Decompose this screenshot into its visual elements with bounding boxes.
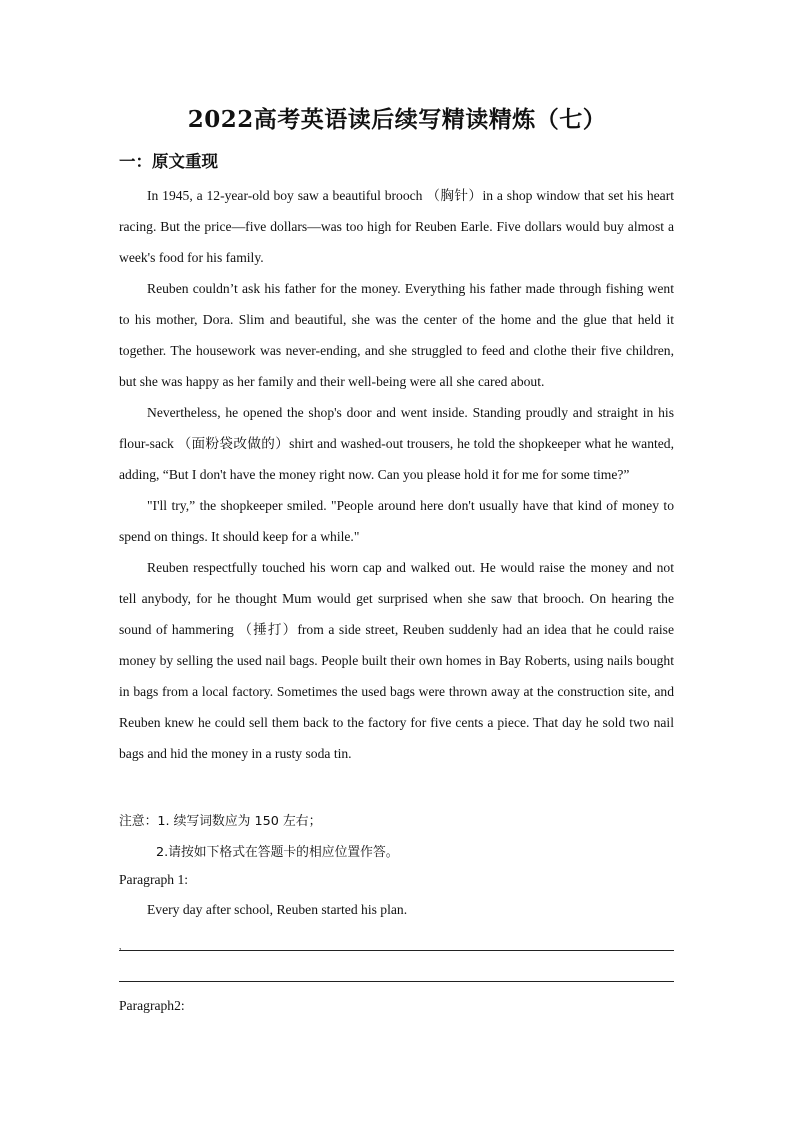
passage-paragraph-4: "I'll try,” the shopkeeper smiled. "People around here don't usually have that kind of money to spend on things. It should keep for a while." xyxy=(119,498,674,544)
section-heading: 一：原文重现 xyxy=(119,152,218,171)
passage-paragraph-5: Reuben respectfully touched his worn cap and walked out. He would raise the money and not tell anybody, for he thought Mum would get surprised when she saw that brooch. On hearing the sound of hammering （捶打）from a side street, Reuben suddenly had an idea that he could raise money by selling the used nail bags. People built their own homes in Bay Roberts, using nails bought in bags from a local factory. Sometimes the used bags were thrown away at the construction site, and Reuben knew he could sell them back to the factory for five cents a piece. That day he sold two nail bags and hid the money in a rusty soda tin. xyxy=(119,560,674,761)
instruction-line-2: 2.请按如下格式在答题卡的相应位置作答。 xyxy=(156,845,399,860)
passage-paragraph-2: Reuben couldn’t ask his father for the money. Everything his father made through fishing went to his mother, Dora. Slim and beautiful, she was the center of the home and the glue that held it together. The housework was never-ending, and she struggled to feed and clothe their five children, but she was happy as her family and their well-being were all she cared about. xyxy=(119,281,674,389)
answer-line-1[interactable] xyxy=(119,950,674,951)
instruction-line-1: 注意：1. 续写词数应为 150 左右； xyxy=(119,814,322,829)
paragraph-1-label: Paragraph 1: xyxy=(119,872,189,887)
paragraph-1-starter-sentence: Every day after school, Reuben started his plan. xyxy=(147,902,408,917)
passage-paragraph-1: In 1945, a 12-year-old boy saw a beautiful brooch （胸针）in a shop window that set his heart racing. But the price—five dollars—was too high for Reuben Earle. Five dollars would buy almost a week's food for his family. xyxy=(119,188,674,265)
page-title: 2022高考英语读后续写精读精炼（七） xyxy=(187,106,607,133)
paragraph-2-label: Paragraph2: xyxy=(119,998,185,1013)
passage-paragraph-3: Nevertheless, he opened the shop's door and went inside. Standing proudly and straight in his flour-sack （面粉袋改做的）shirt and washed-out trousers, he told the shopkeeper what he wanted, adding, “But I don't have the money right now. Can you please hold it for me for some time?” xyxy=(119,405,674,482)
passage xyxy=(119,180,674,769)
answer-line-2[interactable] xyxy=(119,981,674,982)
answer-line-mark: , xyxy=(119,941,122,952)
instructions xyxy=(119,806,674,868)
